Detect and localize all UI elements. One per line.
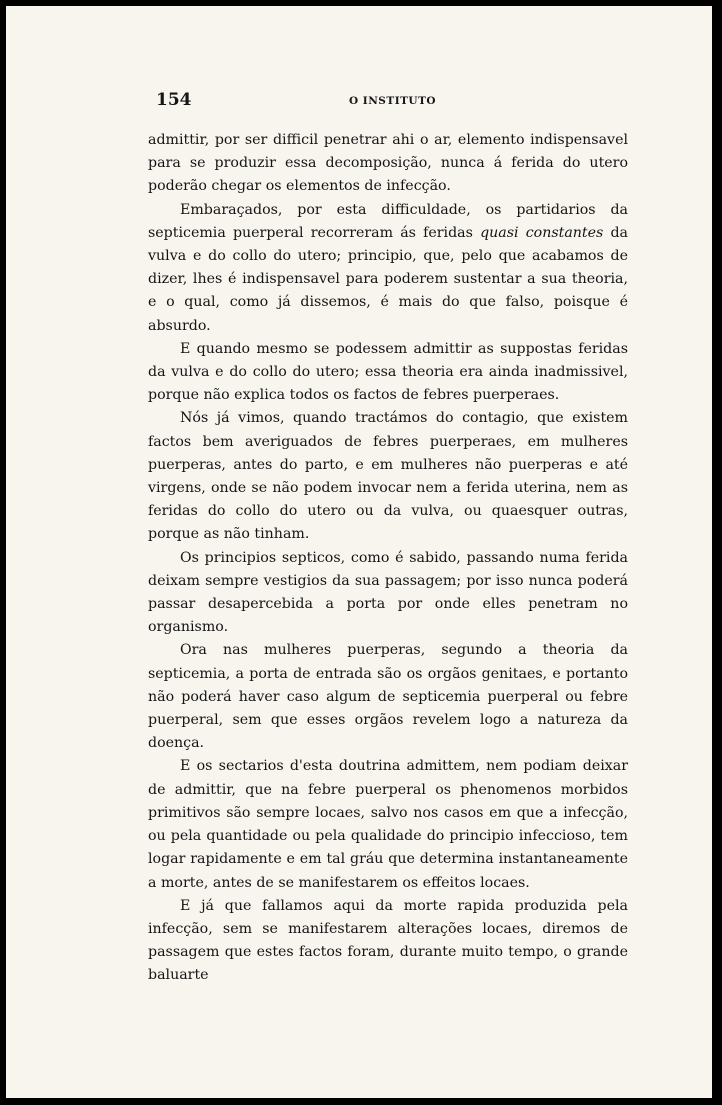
text-segment: E os sectarios d'esta doutrina admittem, nem podiam deixar de admittir, que na febre puerperal os phenomenos morbidos primitivos são sempre locaes, salvo nos casos em que a infecção, ou pela quantidade ou pela qualidade do principio infeccioso, tem logar rapidamente e em tal gráu que determina instantaneamente a morte, antes de se manifestarem os effeitos locaes. xyxy=(148,758,628,891)
paragraph xyxy=(148,547,628,640)
italic-text: quasi constantes xyxy=(480,224,604,241)
text-segment: Ora nas mulheres puerperas, segundo a theoria da septicemia, a porta de entrada são os orgãos genitaes, e portanto não poderá haver caso algum de septicemia puerperal ou febre puerperal, sem que esses orgãos revelem logo a natureza da doença. xyxy=(148,642,628,752)
paragraph xyxy=(148,338,628,408)
page-header xyxy=(156,90,634,114)
paragraph xyxy=(148,199,628,338)
paragraph xyxy=(148,129,628,199)
paragraph xyxy=(148,407,628,546)
paragraph xyxy=(148,755,628,894)
text-segment: Os principios septicos, como é sabido, passando numa ferida deixam sempre vestigios da sua passagem; por isso nunca poderá passar desapercebida a porta por onde elles penetram no organismo. xyxy=(148,549,628,636)
body-text xyxy=(148,129,628,988)
paragraph xyxy=(148,639,628,755)
paragraph xyxy=(148,895,628,988)
text-segment: E já que fallamos aqui da morte rapida produzida pela infecção, sem se manifestarem alterações locaes, diremos de passagem que estes factos foram, durante muito tempo, o grande baluarte xyxy=(148,897,628,984)
text-segment: Embaraçados, por esta difficuldade, os partidarios da septicemia puerperal recorreram ás feridas xyxy=(148,201,628,241)
running-title: O INSTITUTO xyxy=(349,95,437,107)
text-segment: da vulva e do collo do utero; principio, que, pelo que acabamos de dizer, lhes é indispensavel para poderem sustentar a sua theoria, e o qual, como já dissemos, é mais do que falso, poisque é absurdo. xyxy=(148,224,628,334)
text-segment: admittir, por ser difficil penetrar ahi o ar, elemento indispensavel para se produzir essa decomposição, nunca á ferida do utero poderão chegar os elementos de infecção. xyxy=(148,132,628,195)
page-number: 154 xyxy=(156,90,192,110)
book-page xyxy=(6,6,712,1098)
text-segment: Nós já vimos, quando tractámos do contagio, que existem factos bem averiguados de febres puerperaes, em mulheres puerperas, antes do parto, e em mulheres não puerperas e até virgens, onde se não podem invocar nem a ferida uterina, nem as feridas do collo do utero ou da vulva, ou quaesquer outras, porque as não tinham. xyxy=(148,410,628,543)
text-segment: E quando mesmo se podessem admittir as suppostas feridas da vulva e do collo do utero; essa theoria era ainda inadmissivel, porque não explica todos os factos de febres puerperaes. xyxy=(148,340,628,404)
